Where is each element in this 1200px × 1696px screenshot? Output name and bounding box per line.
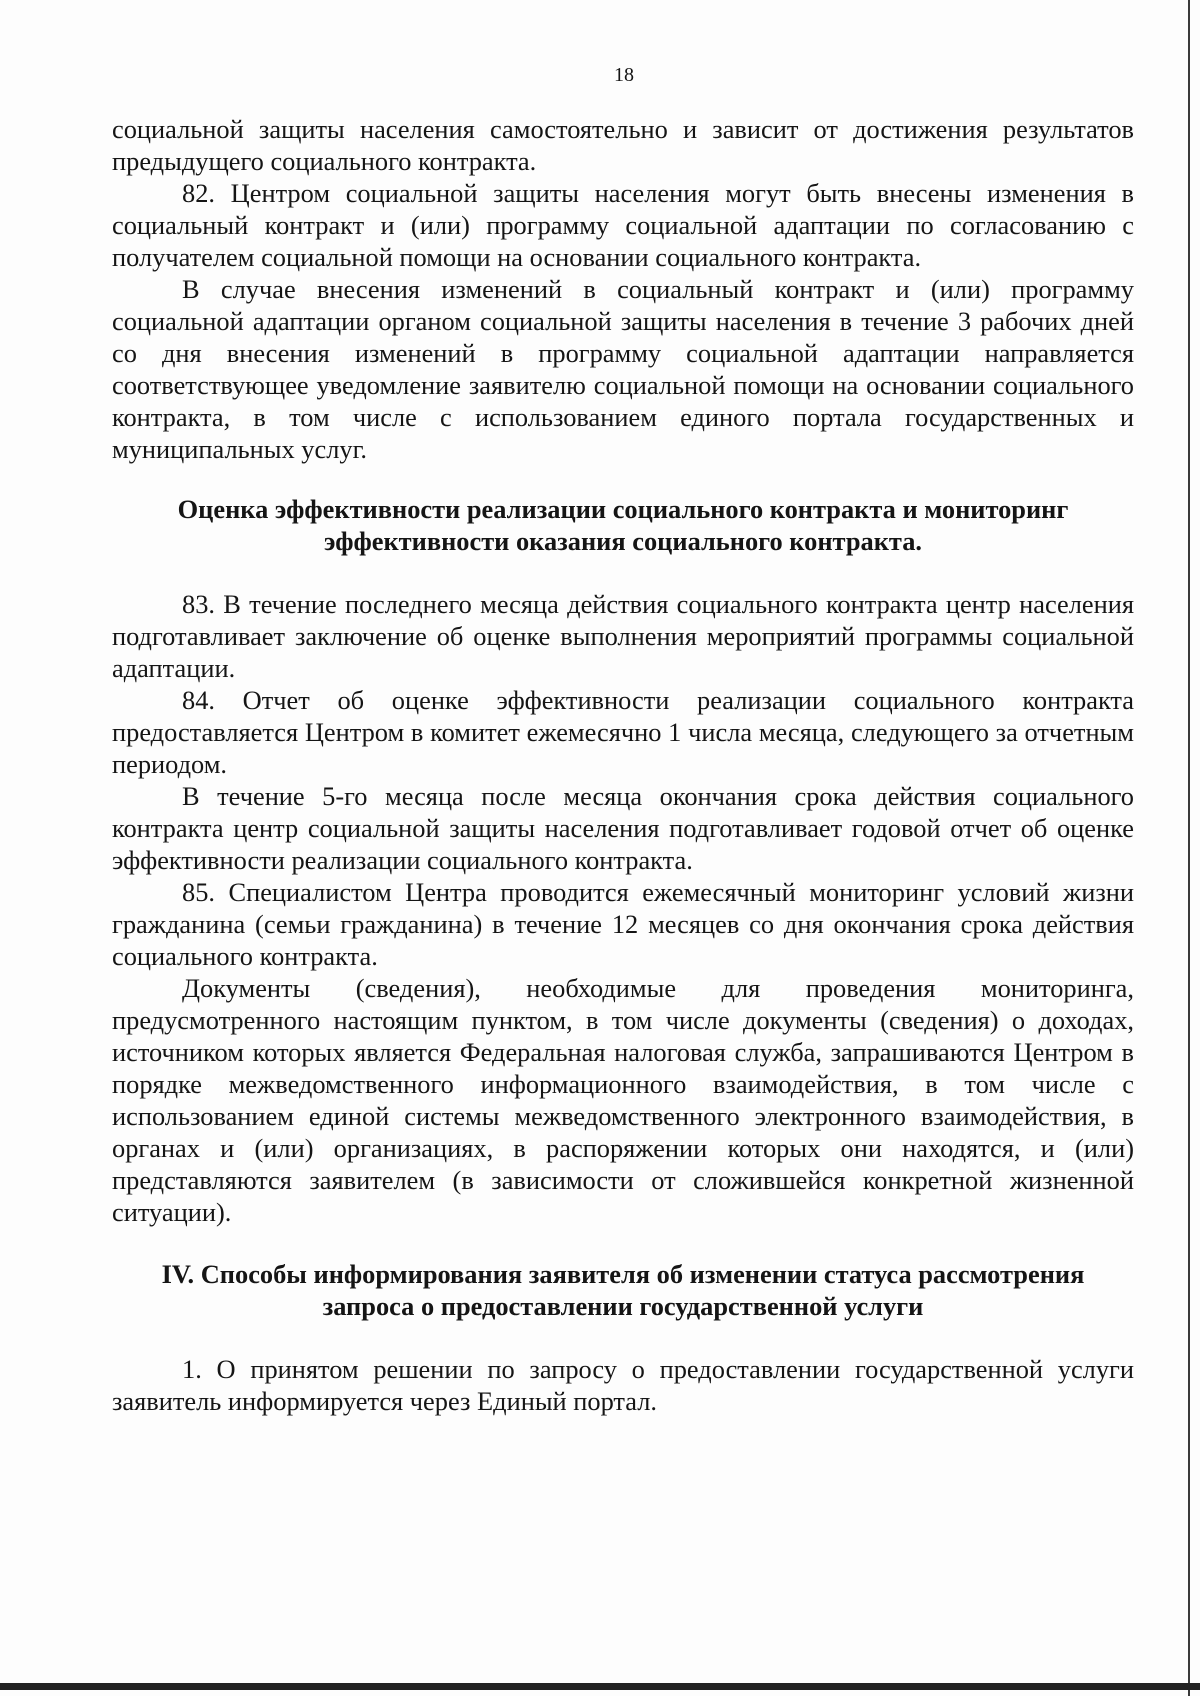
paragraph-85: 85. Специалистом Центра проводится ежемесячный мониторинг условий жизни гражданина (семьи гражданина) в течение 12 месяцев со дня окончания срока действия социального контракта.	[112, 877, 1134, 971]
heading-line-1: IV. Способы информирования заявителя об изменении статуса рассмотрения	[161, 1259, 1085, 1289]
paragraph-84: 84. Отчет об оценке эффективности реализации социального контракта предоставляется Центром в комитет ежемесячно 1 числа месяца, следующего за отчетным периодом.	[112, 685, 1134, 779]
paragraph-83: 83. В течение последнего месяца действия социального контракта центр населения подготавливает заключение об оценке выполнения мероприятий программы социальной адаптации.	[112, 589, 1134, 683]
section-heading-evaluation	[112, 493, 1134, 557]
paragraph-continuation: социальной защиты населения самостоятельно и зависит от достижения результатов предыдущего социального контракта.	[112, 114, 1134, 176]
paragraph-82-changes: В случае внесения изменений в социальный контракт и (или) программу социальной адаптации органом социальной защиты населения в течение 3 рабочих дней со дня внесения изменений в программу социальной адаптации направляется соответствующее уведомление заявителю социальной помощи на основании социального контракта, в том числе с использованием единого портала государственных и муниципальных услуг.	[112, 274, 1134, 464]
scan-edge-right	[1188, 0, 1190, 1696]
heading-line-2: запроса о предоставлении государственной услуги	[322, 1291, 924, 1321]
page-number: 18	[614, 64, 634, 86]
paragraph-84-annual-report: В течение 5-го месяца после месяца окончания срока действия социального контракта центр социальной защиты населения подготавливает годовой отчет об оценке эффективности реализации социального контракта.	[112, 781, 1134, 875]
scan-edge-bottom	[0, 1683, 1200, 1690]
heading-line-2: эффективности оказания социального контракта.	[323, 526, 922, 556]
paragraph-iv-1: 1. О принятом решении по запросу о предоставлении государственной услуги заявитель информируется через Единый портал.	[112, 1354, 1134, 1416]
section-heading-iv	[112, 1258, 1134, 1322]
heading-line-1: Оценка эффективности реализации социального контракта и мониторинг	[177, 494, 1069, 524]
document-body	[112, 113, 1134, 1417]
paragraph-82: 82. Центром социальной защиты населения могут быть внесены изменения в социальный контракт и (или) программу социальной адаптации по согласованию с получателем социальной помощи на основании социального контракта.	[112, 178, 1134, 272]
paragraph-85-documents: Документы (сведения), необходимые для проведения мониторинга, предусмотренного настоящим пунктом, в том числе документы (сведения) о доходах, источником которых является Федеральная налоговая служба, запрашиваются Центром в порядке межведомственного информационного взаимодействия, в том числе с использованием единой системы межведомственного электронного взаимодействия, в органах и (или) организациях, в распоряжении которых они находятся, и (или) представляются заявителем (в зависимости от сложившейся конкретной жизненной ситуации).	[112, 973, 1134, 1227]
